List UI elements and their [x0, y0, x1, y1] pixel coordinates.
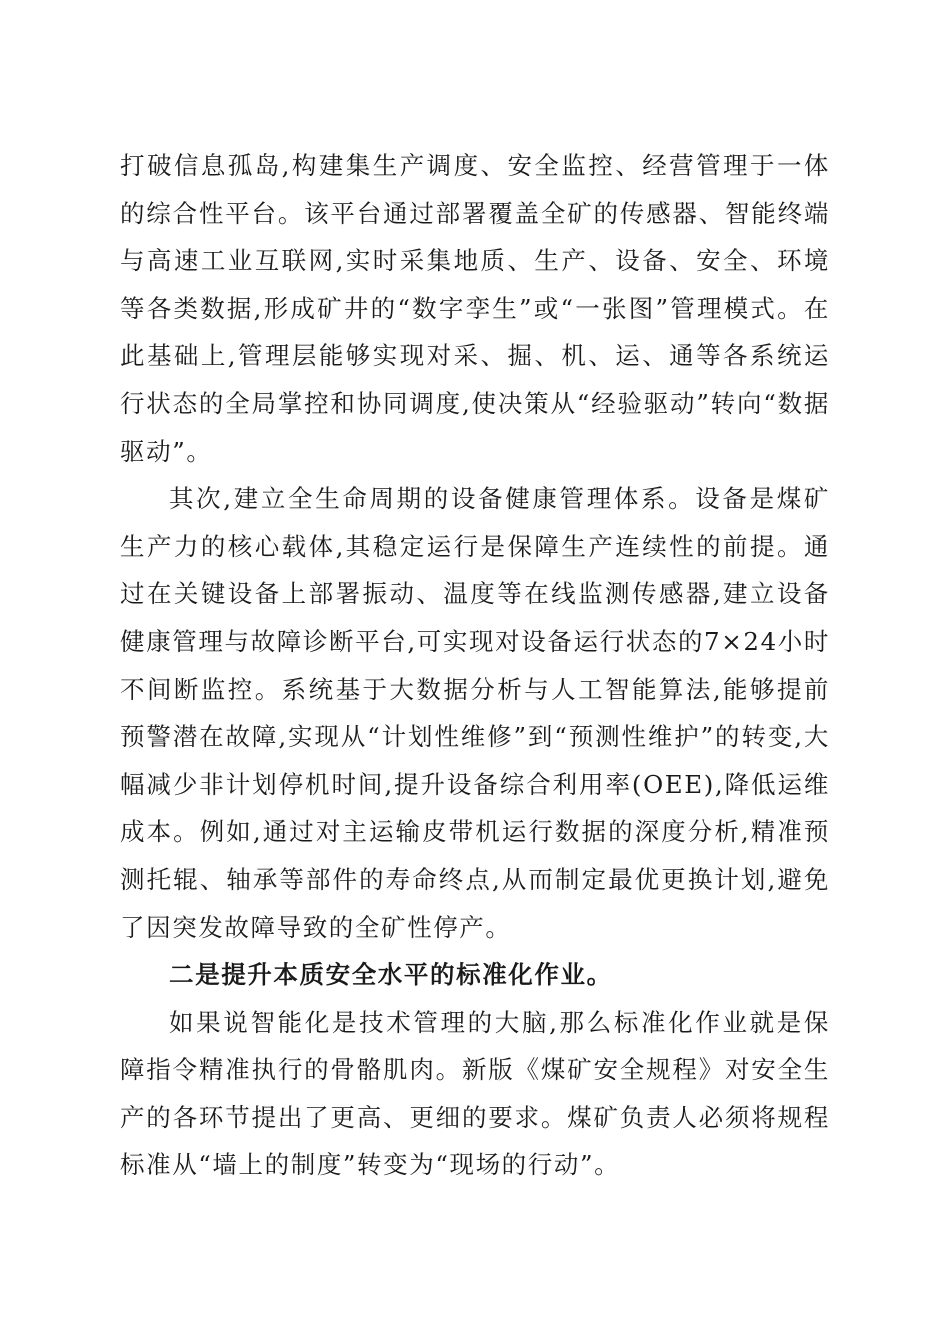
paragraph-continued: 打破信息孤岛,构建集生产调度、安全监控、经营管理于一体的综合性平台。该平台通过部署覆盖全矿的传感器、智能终端与高速工业互联网,实时采集地质、生产、设备、安全、环境等各类数据,形成矿井的“数字孪生”或“一张图”管理模式。在此基础上,管理层能够实现对采、掘、机、运、通等各系统运行状态的全局掌控和协同调度,使决策从“经验驱动”转向“数据驱动”。: [120, 151, 830, 466]
section-heading-standardization: 二是提升本质安全水平的标准化作业。: [169, 960, 613, 990]
document-body: [120, 142, 830, 1189]
paragraph-equipment-health: 其次,建立全生命周期的设备健康管理体系。设备是煤矿生产力的核心载体,其稳定运行是保障生产连续性的前提。通过在关键设备上部署振动、温度等在线监测传感器,建立设备健康管理与故障诊断平台,可实现对设备运行状态的7×24小时不间断监控。系统基于大数据分析与人工智能算法,能够提前预警潜在故障,实现从“计划性维修”到“预测性维护”的转变,大幅减少非计划停机时间,提升设备综合利用率(OEE),降低运维成本。例如,通过对主运输皮带机运行数据的深度分析,精准预测托辊、轴承等部件的寿命终点,从而制定最优更换计划,避免了因突发故障导致的全矿性停产。: [120, 484, 830, 942]
paragraph-standardization: 如果说智能化是技术管理的大脑,那么标准化作业就是保障指令精准执行的骨骼肌肉。新版《煤矿安全规程》对安全生产的各环节提出了更高、更细的要求。煤矿负责人必须将规程标准从“墙上的制度”转变为“现场的行动”。: [120, 1007, 830, 1180]
